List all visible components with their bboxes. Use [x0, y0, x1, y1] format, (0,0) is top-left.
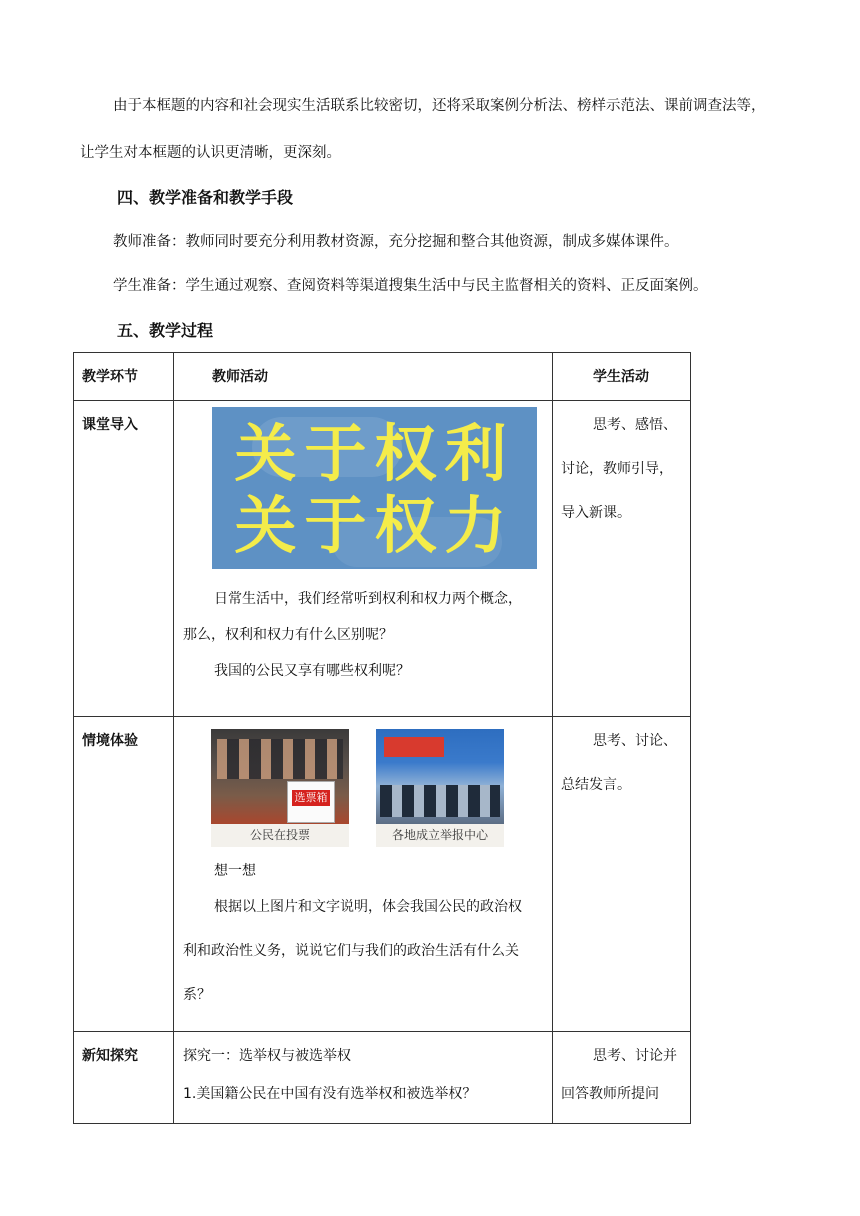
rights-power-banner — [212, 407, 537, 569]
stage-label: 情境体验 — [74, 717, 174, 1032]
teacher-activity-cell — [174, 717, 553, 1032]
section-4-heading: 四、教学准备和教学手段 — [117, 188, 294, 207]
stage-label: 课堂导入 — [74, 401, 174, 717]
teacher-text-line: 利和政治性义务，说说它们与我们的政治生活有什么关 — [183, 943, 519, 959]
photo-caption-voting: 公民在投票 — [249, 828, 310, 842]
header-teacher-activity: 教师活动 — [174, 353, 553, 401]
report-center-image — [376, 729, 504, 824]
voting-image — [211, 729, 349, 824]
report-center-sign — [384, 737, 444, 757]
photo-group — [211, 729, 552, 847]
banner-line-2: 关于权力 — [234, 489, 515, 562]
header-student-activity: 学生活动 — [553, 353, 691, 401]
intro-line-1: 由于本框题的内容和社会现实生活联系比较密切，还将采取案例分析法、榜样示范法、课前调查法等， — [113, 98, 766, 114]
student-prep-text: 学生准备：学生通过观察、查阅资料等渠道搜集生活中与民主监督相关的资料、正反面案例。 — [113, 278, 708, 294]
voters-crowd — [217, 739, 343, 779]
student-text-line: 讨论，教师引导， — [561, 461, 673, 477]
teacher-text-line: 1.美国籍公民在中国有没有选举权和被选举权？ — [183, 1086, 477, 1102]
table-row — [74, 717, 691, 1032]
teacher-activity-cell — [174, 401, 553, 717]
student-text-line: 思考、讨论、 — [593, 733, 677, 749]
banner-line-1: 关于权利 — [234, 417, 515, 490]
teacher-text-line: 那么，权利和权力有什么区别呢？ — [183, 627, 393, 643]
teacher-text-line: 系？ — [183, 987, 211, 1003]
student-activity-cell — [553, 1032, 691, 1124]
table-header-row — [74, 353, 691, 401]
teacher-text-line: 探究一：选举权与被选举权 — [183, 1048, 351, 1064]
teacher-text-line: 根据以上图片和文字说明，体会我国公民的政治权 — [214, 899, 522, 915]
ballot-box — [287, 781, 335, 823]
student-activity-cell — [553, 401, 691, 717]
report-center-desks — [380, 785, 500, 817]
teacher-text-line: 我国的公民又享有哪些权利呢？ — [214, 663, 410, 679]
intro-line-2: 让学生对本框题的认识更清晰，更深刻。 — [80, 145, 341, 161]
header-stage: 教学环节 — [74, 353, 174, 401]
stage-label: 新知探究 — [74, 1032, 174, 1124]
student-activity-cell — [553, 717, 691, 1032]
student-text-line: 思考、讨论并 — [593, 1048, 677, 1064]
table-row — [74, 401, 691, 717]
lesson-process-table — [73, 352, 691, 1124]
teacher-text-line: 日常生活中，我们经常听到权利和权力两个概念， — [214, 591, 522, 607]
table-row — [74, 1032, 691, 1124]
teacher-prep-text: 教师准备：教师同时要充分利用教材资源，充分挖掘和整合其他资源，制成多媒体课件。 — [113, 234, 679, 250]
voting-photo — [211, 729, 349, 847]
teacher-text-line: 想一想 — [214, 863, 256, 879]
section-5-heading: 五、教学过程 — [117, 321, 214, 340]
report-center-photo — [376, 729, 504, 847]
student-text-line: 思考、感悟、 — [593, 417, 677, 433]
student-text-line: 导入新课。 — [561, 505, 631, 521]
photo-caption-report-center: 各地成立举报中心 — [391, 828, 488, 842]
student-text-line: 总结发言。 — [561, 777, 631, 793]
ballot-box-label: 选票箱 — [292, 790, 330, 806]
teacher-activity-cell — [174, 1032, 553, 1124]
student-text-line: 回答教师所提问 — [561, 1086, 659, 1102]
